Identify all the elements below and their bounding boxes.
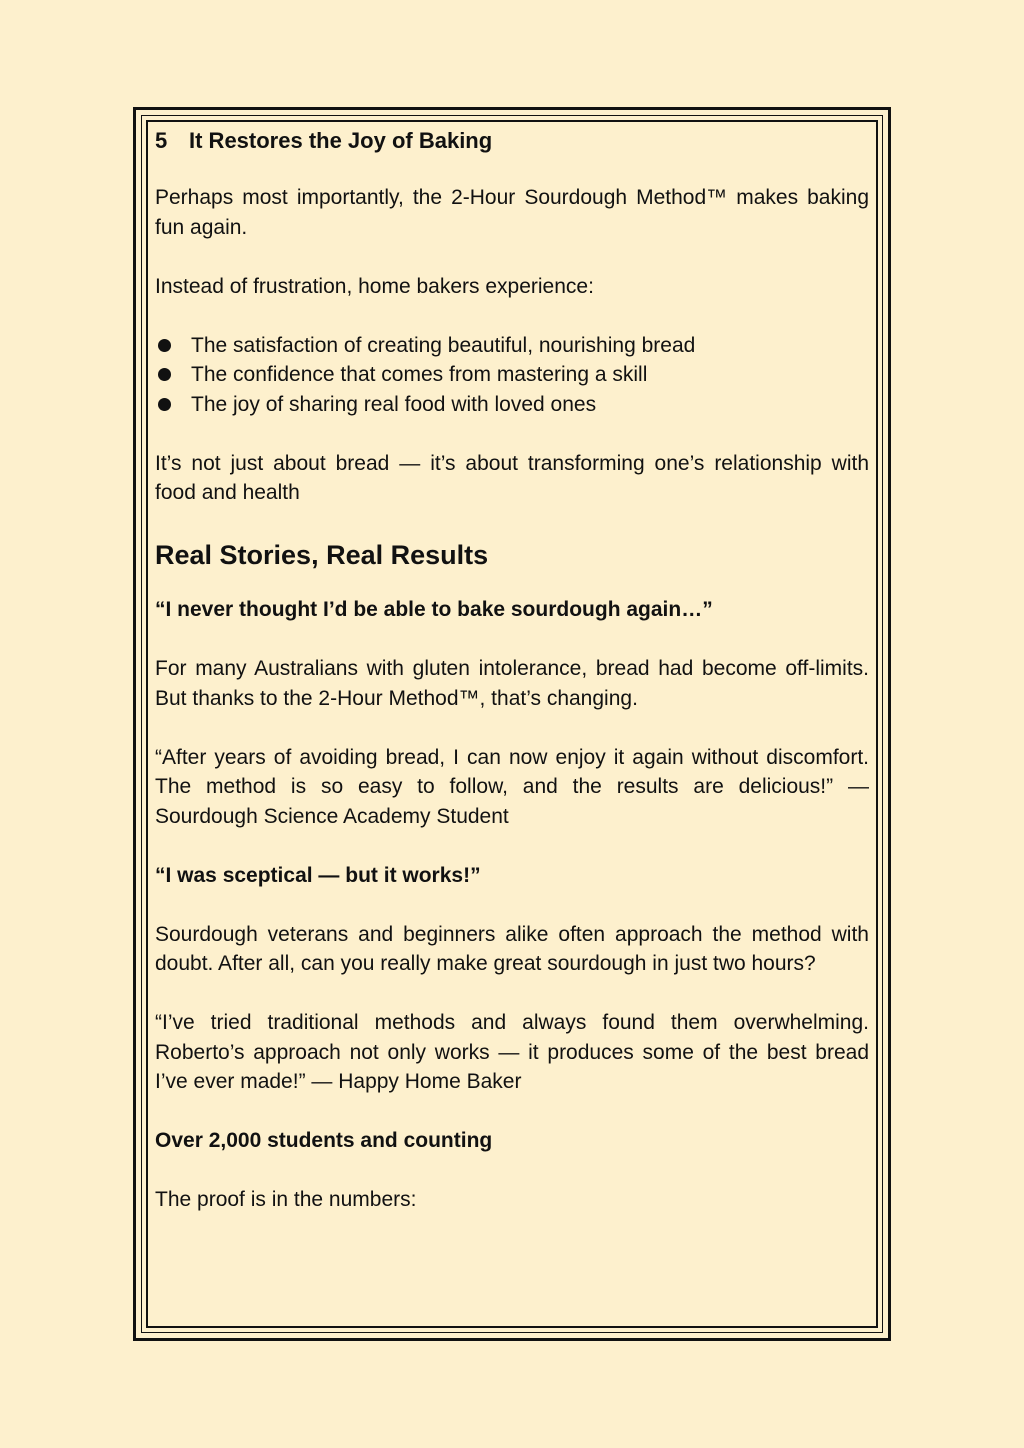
list-item <box>155 331 869 361</box>
list-item <box>155 360 869 390</box>
stories-heading: Real Stories, Real Results <box>155 540 489 570</box>
students-body: The proof is in the numbers: <box>155 1188 417 1211</box>
story2-quote: “I’ve tried traditional methods and always found them overwhelming. Roberto’s approach not only works — it produces some of the best bread I’ve ever made!” — Happy Home Baker <box>155 1011 869 1093</box>
section-heading <box>155 124 869 158</box>
story2-body: Sourdough veterans and beginners alike often approach the method with doubt. After all, can you really make great sourdough in just two hours? <box>155 922 869 975</box>
section-intro: Perhaps most importantly, the 2-Hour Sourdough Method™ makes baking fun again. <box>155 186 869 239</box>
bullet-icon <box>158 368 171 381</box>
list-item-text: The confidence that comes from mastering a skill <box>191 363 648 386</box>
story1-body: For many Australians with gluten intolerance, bread had become off-limits. But thanks to the 2-Hour Method™, that’s changing. <box>155 657 869 710</box>
section-lead: Instead of frustration, home bakers experience: <box>155 274 594 298</box>
bullet-icon <box>158 398 171 411</box>
section-number: 5 <box>155 128 168 153</box>
story1-quote: “After years of avoiding bread, I can now enjoy it again without discomfort. The method is so easy to follow, and the results are delicious!” — Sourdough Science Academy Student <box>155 745 869 828</box>
story2-title: “I was sceptical — but it works!” <box>155 863 481 887</box>
section-title: It Restores the Joy of Baking <box>189 128 493 153</box>
section-closing: It’s not just about bread — it’s about transforming one’s relationship with food and health <box>155 451 869 504</box>
students-title: Over 2,000 students and counting <box>155 1129 493 1152</box>
bullet-icon <box>158 339 171 352</box>
story1-title: “I never thought I’d be able to bake sourdough again…” <box>155 598 713 621</box>
page-content <box>155 124 869 1244</box>
benefits-list <box>155 331 869 420</box>
list-item-text: The satisfaction of creating beautiful, nourishing bread <box>191 333 696 357</box>
list-item-text: The joy of sharing real food with loved ones <box>191 392 597 416</box>
list-item <box>155 390 869 420</box>
